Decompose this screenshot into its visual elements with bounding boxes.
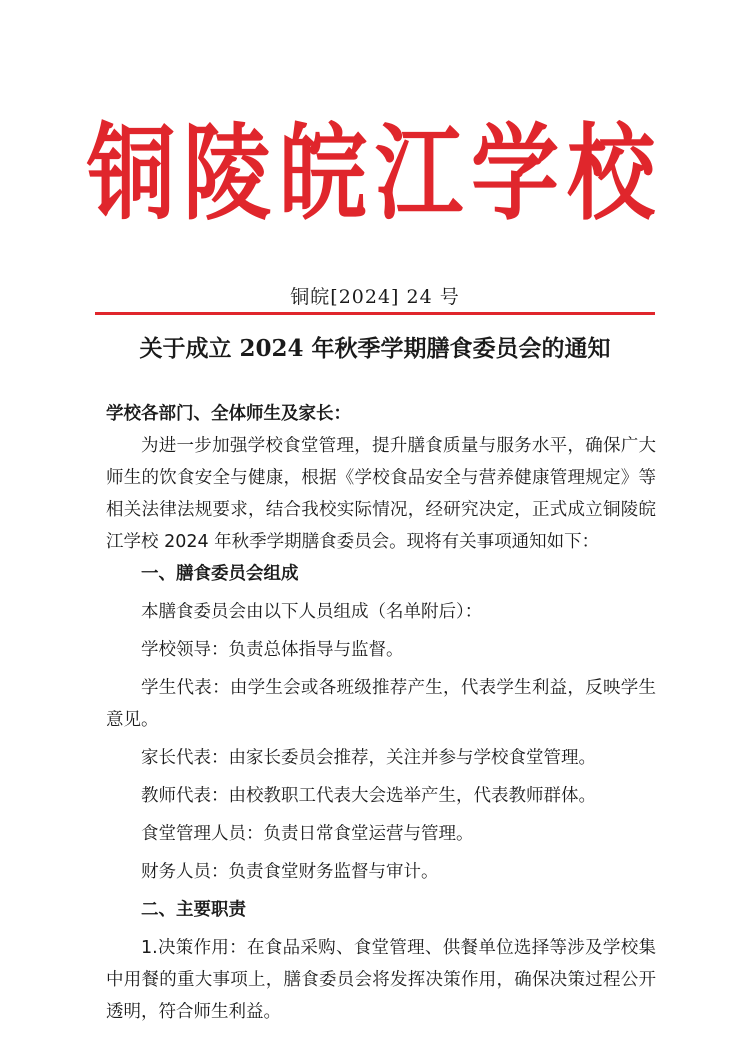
composition-line: 财务人员：负责食堂财务监督与审计。 xyxy=(141,862,439,882)
composition-line: 本膳食委员会由以下人员组成（名单附后）： xyxy=(141,602,483,622)
section-heading-composition: 一、膳食委员会组成 xyxy=(141,564,299,584)
composition-line: 家长代表：由家长委员会推荐，关注并参与学校食堂管理。 xyxy=(141,748,596,768)
composition-line: 教师代表：由校教职工代表大会选举产生，代表教师群体。 xyxy=(141,786,596,806)
notice-title: 关于成立 2024 年秋季学期膳食委员会的通知 xyxy=(139,335,611,362)
document-number: 铜皖[2024] 24 号 xyxy=(290,286,460,308)
intro-paragraph: 为进一步加强学校食堂管理，提升膳食质量与服务水平，确保广大师生的饮食安全与健康，根据《学校食品安全与营养健康管理规定》等相关法律法规要求，结合我校实际情况，经研究决定，正式成立铜陵皖江学校 2024 年秋季学期膳食委员会。现将有关事项通知如下： xyxy=(106,436,656,552)
school-name-header: 铜陵皖江学校 xyxy=(86,111,663,235)
notice-body xyxy=(106,398,656,1028)
salutation: 学校各部门、全体师生及家长： xyxy=(106,404,351,424)
red-divider-line xyxy=(95,312,655,315)
duty-line: 1.决策作用：在食品采购、食堂管理、供餐单位选择等涉及学校集中用餐的重大事项上，膳食委员会将发挥决策作用，确保决策过程公开透明，符合师生利益。 xyxy=(106,938,656,1022)
section-heading-duties: 二、主要职责 xyxy=(141,900,246,920)
composition-line: 食堂管理人员：负责日常食堂运营与管理。 xyxy=(141,824,474,844)
composition-line: 学校领导：负责总体指导与监督。 xyxy=(141,640,404,660)
composition-line: 学生代表：由学生会或各班级推荐产生，代表学生利益，反映学生意见。 xyxy=(106,678,656,730)
